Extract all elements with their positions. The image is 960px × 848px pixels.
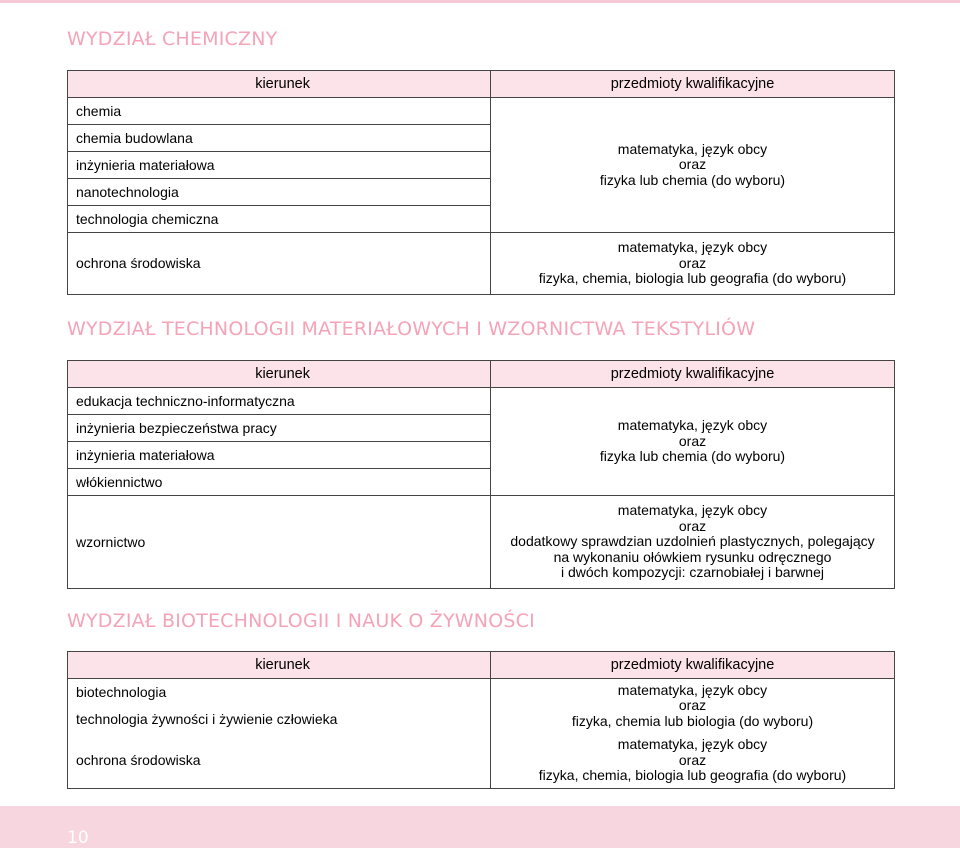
section-title: WYDZIAŁ CHEMICZNY — [67, 28, 278, 50]
page-number: 10 — [67, 828, 89, 848]
table-row: ochrona środowiska — [68, 733, 491, 789]
table-row: biotechnologia — [68, 679, 491, 706]
subject-line: na wykonaniu ołówkiem rysunku odręcznego — [553, 548, 832, 565]
subject-line: oraz — [678, 254, 707, 271]
subject-line: oraz — [678, 697, 707, 713]
subjects-cell — [491, 496, 895, 589]
section-title: WYDZIAŁ BIOTECHNOLOGII I NAUK O ŻYWNOŚCI — [67, 610, 535, 632]
table-row: technologia żywności i żywienie człowieka — [68, 706, 491, 733]
subject-line: oraz — [678, 751, 707, 768]
table-row: technologia chemiczna — [68, 206, 491, 233]
subjects-cell — [491, 98, 895, 233]
subject-line: oraz — [678, 517, 707, 534]
subject-line: oraz — [678, 156, 707, 173]
subjects-cell — [491, 733, 895, 789]
subject-line: matematyka, język obcy — [617, 417, 768, 434]
top-rule — [0, 0, 960, 3]
subjects-cell — [491, 679, 895, 733]
footer-bar — [0, 806, 960, 848]
subject-line: fizyka, chemia, biologia lub geografia (do wyboru) — [538, 270, 847, 287]
qualification-table — [67, 651, 895, 789]
table-row: nanotechnologia — [68, 179, 491, 206]
table-row: wzornictwo — [68, 496, 491, 589]
qualification-table — [67, 70, 895, 295]
table-row: inżynieria materiałowa — [68, 152, 491, 179]
subject-line: matematyka, język obcy — [617, 736, 768, 752]
subject-line: matematyka, język obcy — [617, 681, 768, 698]
subjects-cell — [491, 388, 895, 496]
column-header-kierunek: kierunek — [68, 71, 491, 98]
column-header-subjects: przedmioty kwalifikacyjne — [491, 361, 895, 388]
subject-line: oraz — [678, 432, 707, 449]
table-row: edukacja techniczno-informatyczna — [68, 388, 491, 415]
column-header-subjects: przedmioty kwalifikacyjne — [491, 71, 895, 98]
subject-line: matematyka, język obcy — [617, 140, 768, 157]
subjects-cell — [491, 233, 895, 295]
subject-line: matematyka, język obcy — [617, 239, 768, 256]
subject-line: dodatkowy sprawdzian uzdolnień plastycznych, polegający — [510, 533, 875, 550]
table-row: chemia — [68, 98, 491, 125]
table-row: ochrona środowiska — [68, 233, 491, 295]
subject-line: i dwóch kompozycji: czarnobiałej i barwnej — [560, 564, 824, 581]
section-title: WYDZIAŁ TECHNOLOGII MATERIAŁOWYCH I WZORNICTWA TEKSTYLIÓW — [67, 318, 756, 340]
subject-line: fizyka, chemia, biologia lub geografia (do wyboru) — [538, 767, 847, 783]
subject-line: fizyka lub chemia (do wyboru) — [599, 171, 786, 188]
column-header-subjects: przedmioty kwalifikacyjne — [491, 652, 895, 679]
column-header-kierunek: kierunek — [68, 652, 491, 679]
table-row: inżynieria materiałowa — [68, 442, 491, 469]
table-row: włókiennictwo — [68, 469, 491, 496]
table-row: chemia budowlana — [68, 125, 491, 152]
subject-line: fizyka lub chemia (do wyboru) — [599, 448, 786, 465]
table-row: inżynieria bezpieczeństwa pracy — [68, 415, 491, 442]
subject-line: fizyka, chemia lub biologia (do wyboru) — [571, 712, 814, 729]
qualification-table — [67, 360, 895, 589]
subject-line: matematyka, język obcy — [617, 502, 768, 519]
column-header-kierunek: kierunek — [68, 361, 491, 388]
